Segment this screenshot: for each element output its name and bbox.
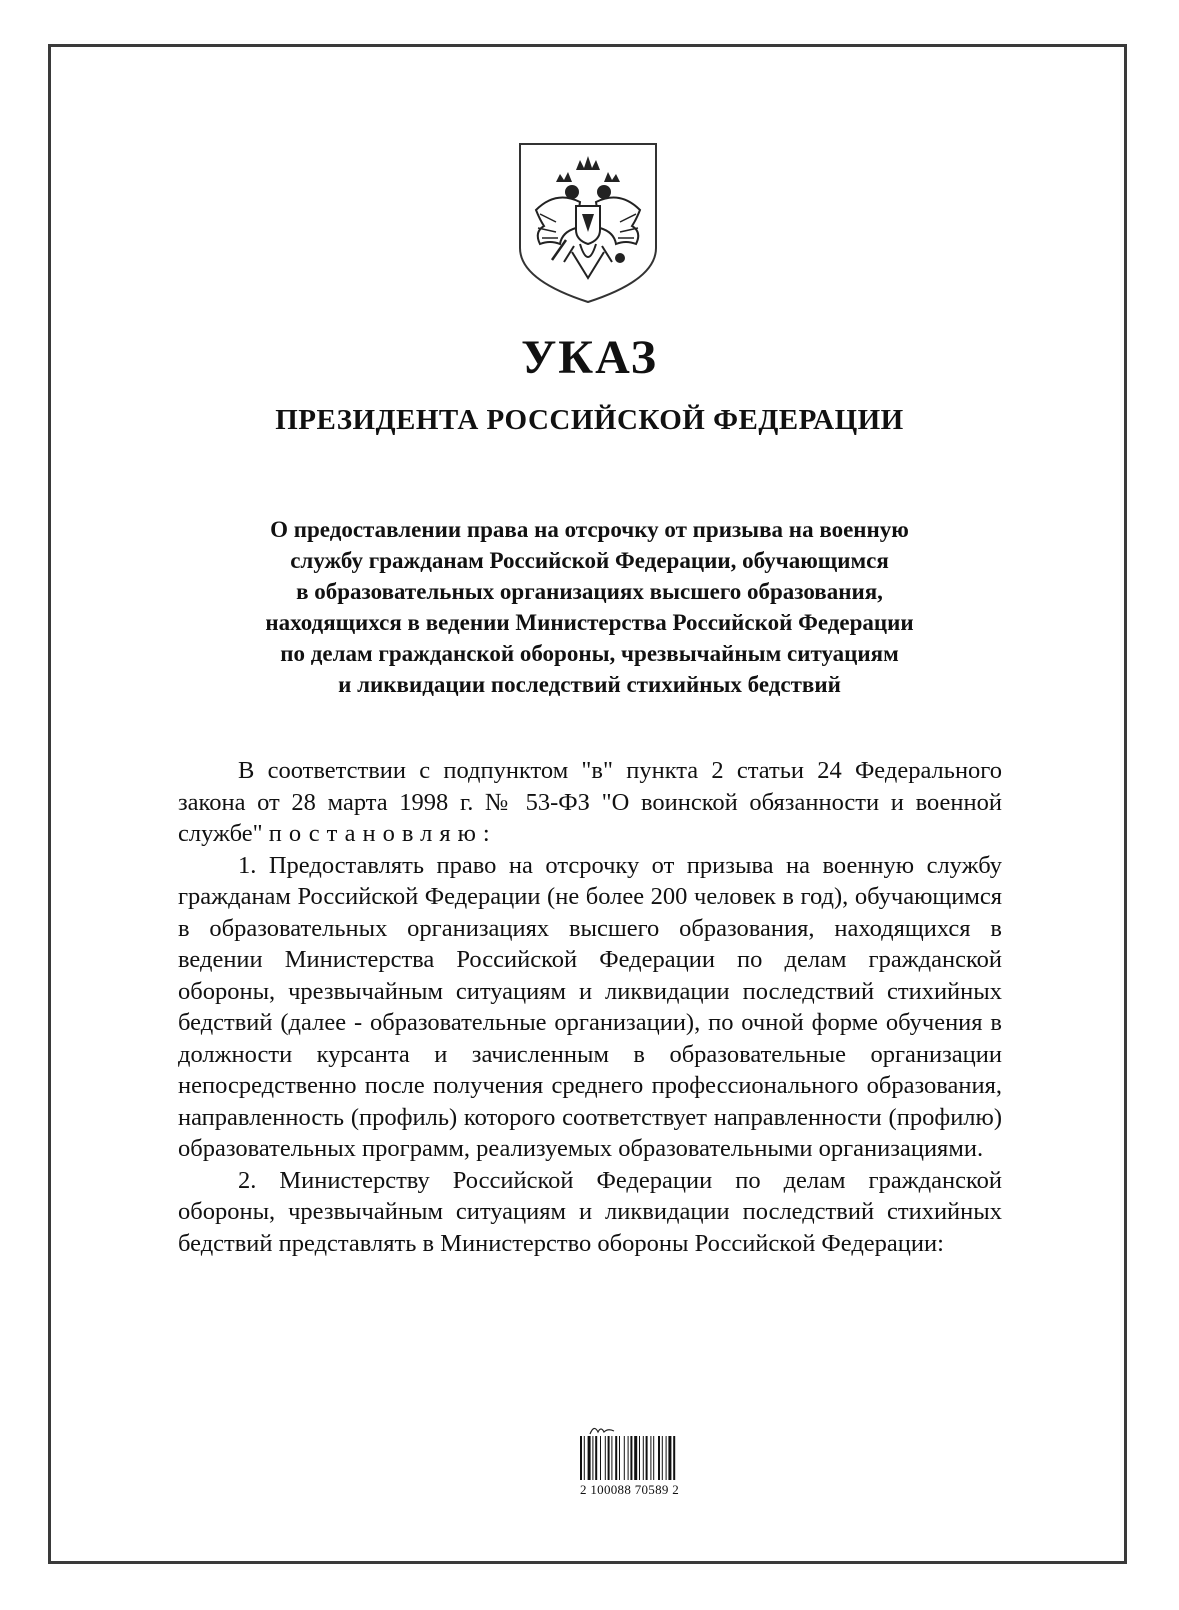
document-subtitle: ПРЕЗИДЕНТА РОССИЙСКОЙ ФЕДЕРАЦИИ: [275, 404, 904, 436]
decree-heading-line: О предоставлении права на отсрочку от призыва на военную: [270, 517, 909, 542]
decree-word: постановляю:: [268, 820, 497, 847]
decree-heading-line: и ликвидации последствий стихийных бедствий: [338, 672, 841, 697]
barcode-bars-icon: [580, 1436, 698, 1480]
barcode: [580, 1422, 712, 1502]
intro-paragraph: [178, 755, 1002, 850]
signature-mark-icon: [588, 1422, 616, 1436]
paragraph-1: 1. Предоставлять право на отсрочку от призыва на военную службу гражданам Российской Федерации (не более 200 человек в год), обучающимся в образовательных организациях высшего образования, находящихся в ведении Министерства Российской Федерации по делам гражданской обороны, чрезвычайным ситуациям и ликвидации последствий стихийных бедствий (далее - образовательные организации), по очной форме обучения в должности курсанта и зачисленным в образовательные организации непосредственно после получения среднего профессионального образования, направленность (профиль) которого соответствует направленности (профилю) образовательных программ, реализуемых образовательными организациями.: [178, 851, 1002, 1162]
barcode-number: 2 100088 70589 2: [580, 1482, 680, 1497]
paragraph-2: 2. Министерству Российской Федерации по делам гражданской обороны, чрезвычайным ситуациям и ликвидации последствий стихийных бедствий представлять в Министерство обороны Российской Федерации:: [178, 1166, 1002, 1257]
decree-heading-line: в образовательных организациях высшего образования,: [296, 579, 883, 604]
document-title: УКАЗ: [521, 331, 658, 384]
decree-heading-line: находящихся в ведении Министерства Российской Федерации: [265, 610, 914, 635]
coat-of-arms-icon: [516, 140, 660, 306]
decree-heading-line: службу гражданам Российской Федерации, обучающимся: [290, 548, 889, 573]
decree-heading-line: по делам гражданской обороны, чрезвычайным ситуациям: [280, 641, 899, 666]
intro-text: В соответствии с подпунктом "в" пункта 2 статьи 24 Федерального закона от 28 марта 1998 г. № 53-ФЗ "О воинской обязанности и военной службе": [178, 757, 1002, 847]
decree-body: [178, 755, 1002, 1259]
decree-heading: [170, 514, 1009, 700]
